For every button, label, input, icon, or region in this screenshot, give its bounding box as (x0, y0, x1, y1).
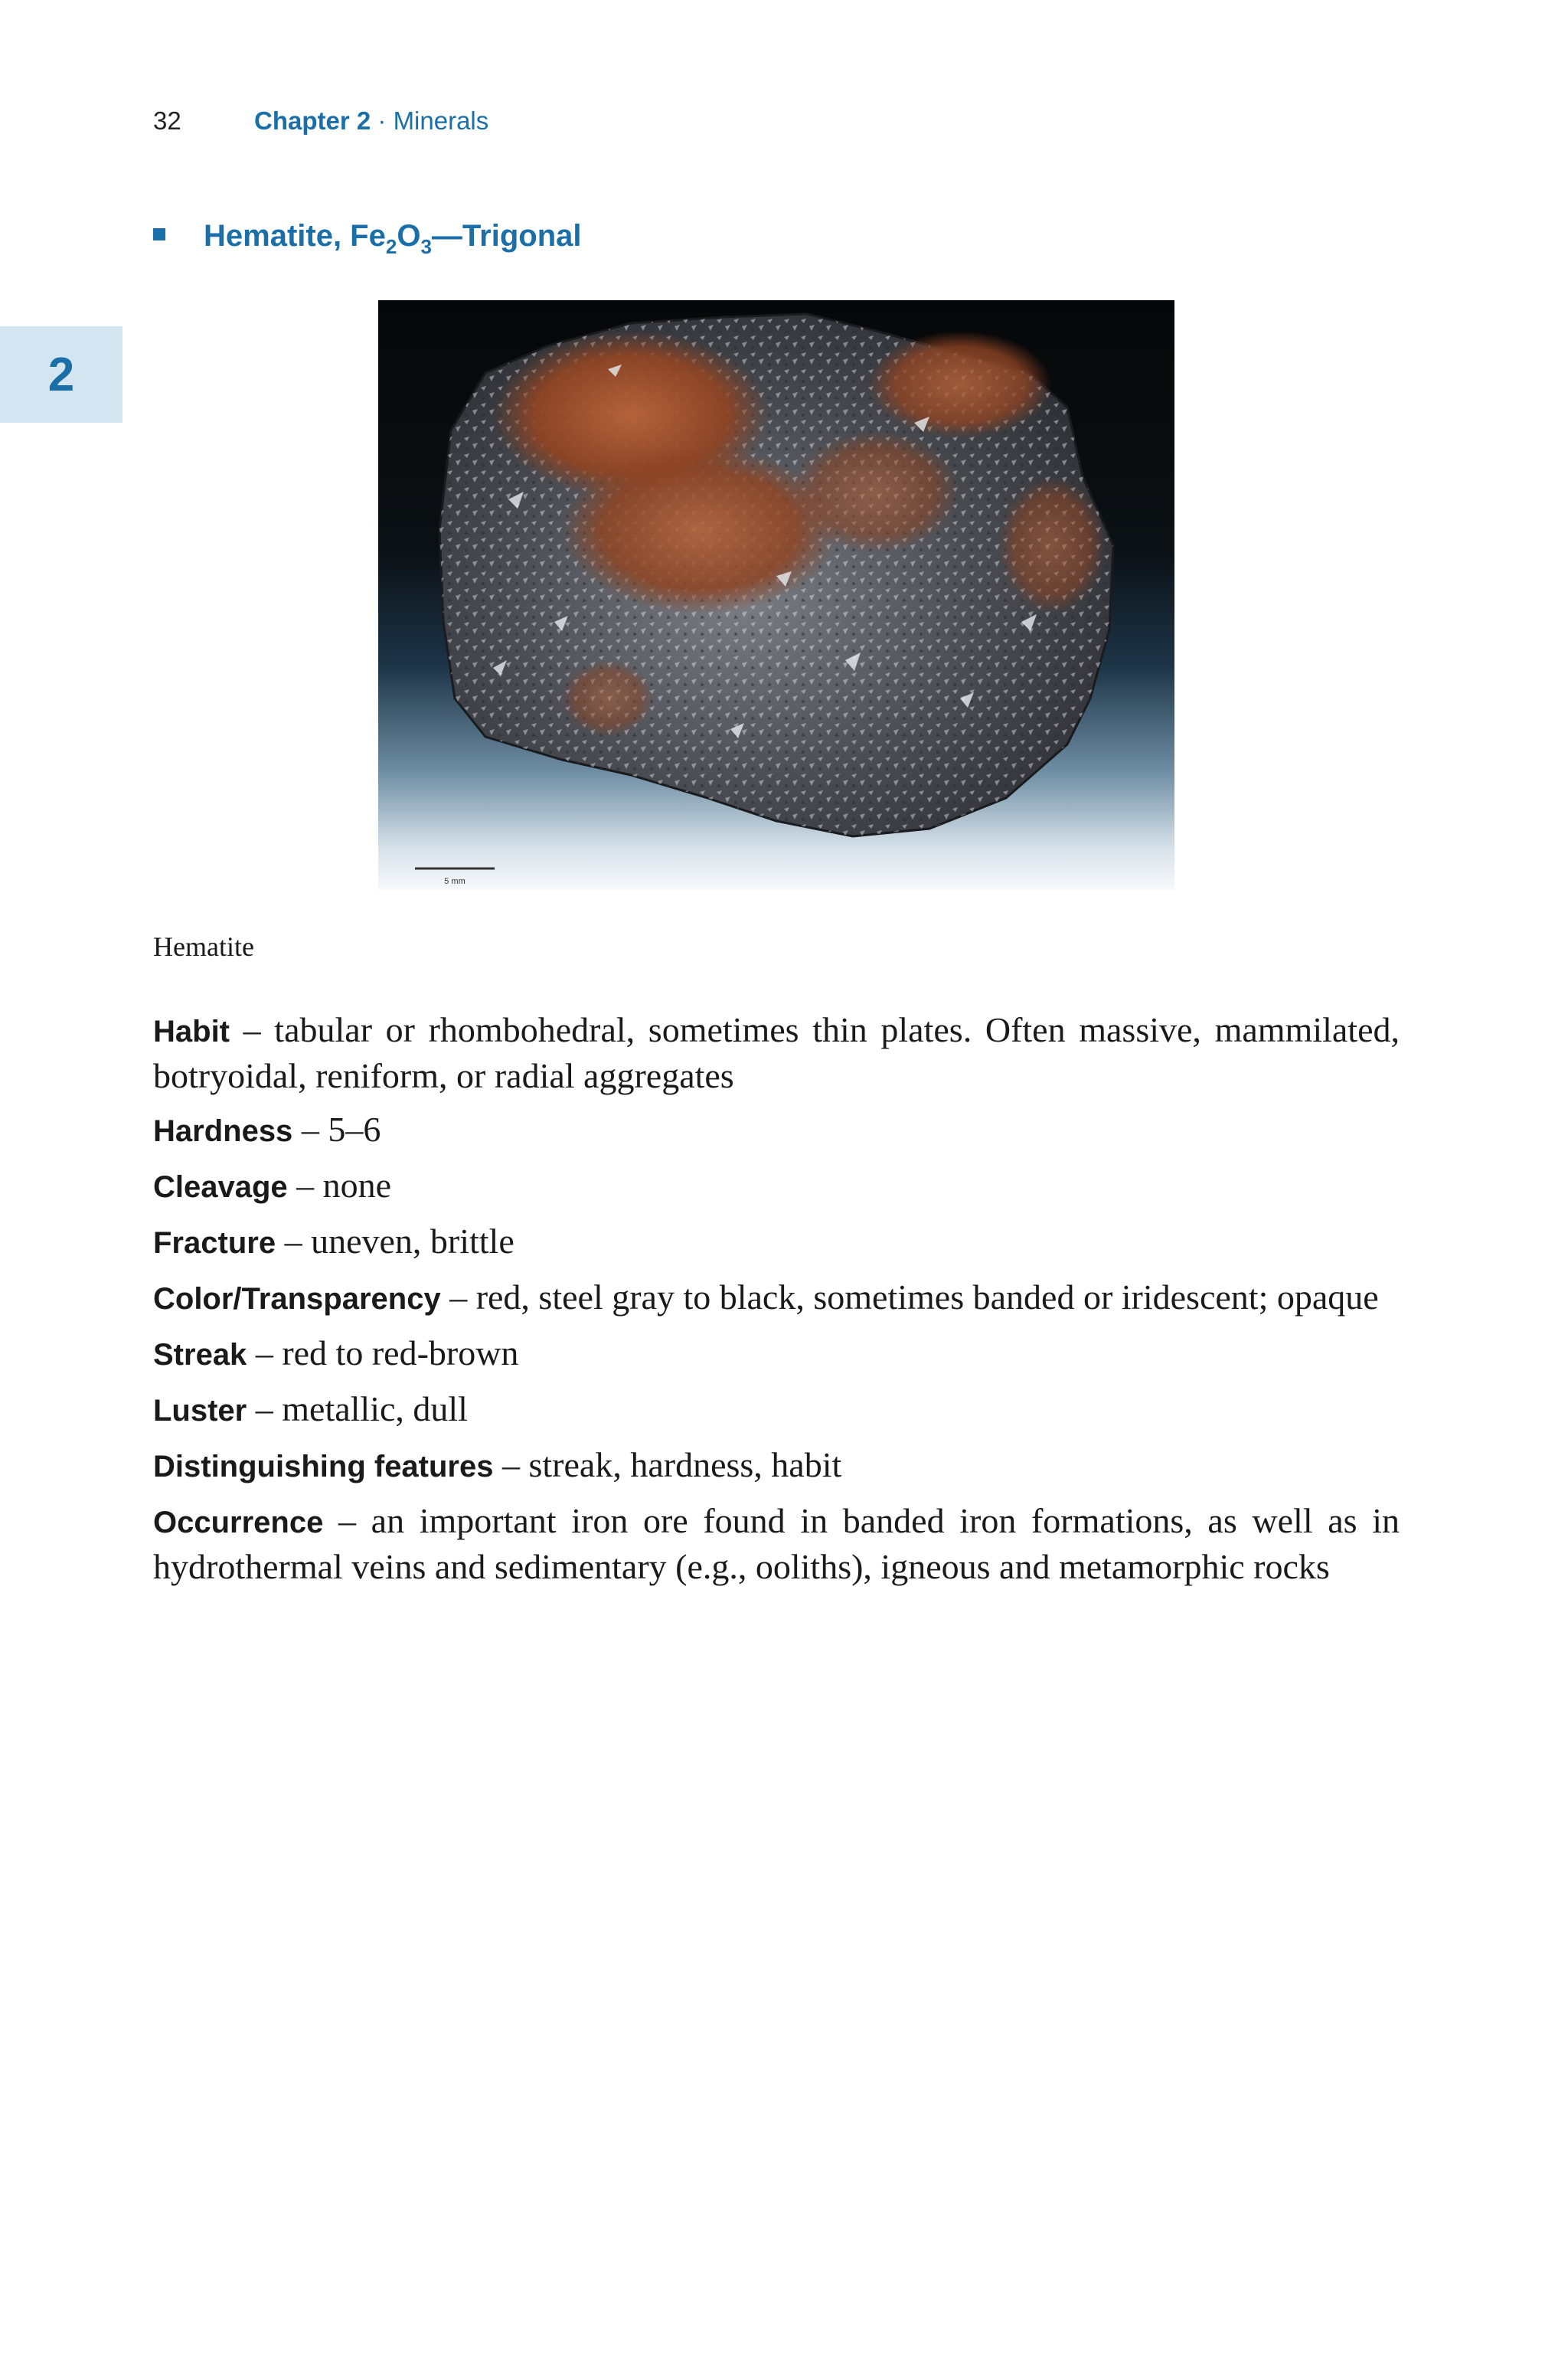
property-hardness (153, 1107, 1400, 1153)
property-term: Streak (153, 1338, 247, 1372)
property-value: 5–6 (328, 1110, 381, 1149)
property-separator: – (440, 1277, 476, 1317)
hematite-photo (378, 300, 1174, 890)
heading-subscript-1: 2 (385, 235, 397, 258)
heading-oxygen: O (397, 219, 421, 253)
running-head (153, 106, 488, 136)
property-separator: – (276, 1222, 312, 1261)
property-fracture (153, 1219, 1400, 1265)
property-term: Cleavage (153, 1170, 288, 1204)
scale-bar-label: 5 mm (444, 877, 466, 886)
property-separator: – (247, 1333, 283, 1372)
figure-caption: Hematite (153, 931, 254, 962)
property-separator: – (292, 1110, 328, 1149)
mineral-properties (153, 1008, 1400, 1598)
square-bullet-icon (153, 228, 165, 240)
property-term: Habit (153, 1015, 230, 1048)
heading-crystal-system: —Trigonal (431, 219, 582, 253)
property-separator: – (230, 1010, 275, 1049)
heading-subscript-2: 3 (420, 235, 432, 258)
property-habit (153, 1008, 1400, 1097)
property-value: uneven, brittle (311, 1222, 514, 1261)
property-separator: – (247, 1389, 283, 1428)
chapter-tab-number: 2 (47, 348, 75, 401)
property-color-transparency (153, 1275, 1400, 1321)
property-occurrence (153, 1499, 1400, 1588)
property-value: streak, hardness, habit (528, 1445, 842, 1484)
property-value: metallic, dull (282, 1389, 468, 1428)
property-term: Fracture (153, 1226, 276, 1260)
property-value: none (322, 1166, 392, 1205)
property-value: red, steel gray to black, sometimes banded or iridescent; opaque (475, 1277, 1379, 1317)
chapter-tab (0, 326, 122, 423)
property-value: tabular or rhombohedral, sometimes thin plates. Often massive, mammilated, botryoidal, reniform, or radial aggregates (153, 1010, 1400, 1095)
heading-mineral: Hematite, Fe (204, 219, 386, 253)
property-luster (153, 1387, 1400, 1433)
page-number: 32 (153, 106, 181, 135)
running-head-separator: · (377, 106, 387, 135)
property-separator: – (323, 1501, 371, 1540)
property-cleavage (153, 1163, 1400, 1209)
property-term: Distinguishing features (153, 1450, 494, 1483)
section-heading (153, 216, 582, 256)
property-value: red to red-brown (282, 1333, 519, 1372)
property-value: an important iron ore found in banded iron formations, as well as in hydrothermal veins and sedimentary (e.g., ooliths), igneous and metamorphic rocks (153, 1501, 1400, 1586)
property-distinguishing-features (153, 1443, 1400, 1489)
property-term: Color/Transparency (153, 1282, 441, 1316)
property-separator: – (287, 1166, 323, 1205)
property-term: Luster (153, 1394, 247, 1428)
chapter-label: Chapter 2 (254, 106, 371, 135)
property-separator: – (493, 1445, 529, 1484)
property-streak (153, 1331, 1400, 1377)
property-term: Occurrence (153, 1506, 324, 1539)
chapter-title: Minerals (393, 106, 489, 135)
property-term: Hardness (153, 1114, 293, 1148)
hematite-specimen-image (378, 300, 1174, 890)
